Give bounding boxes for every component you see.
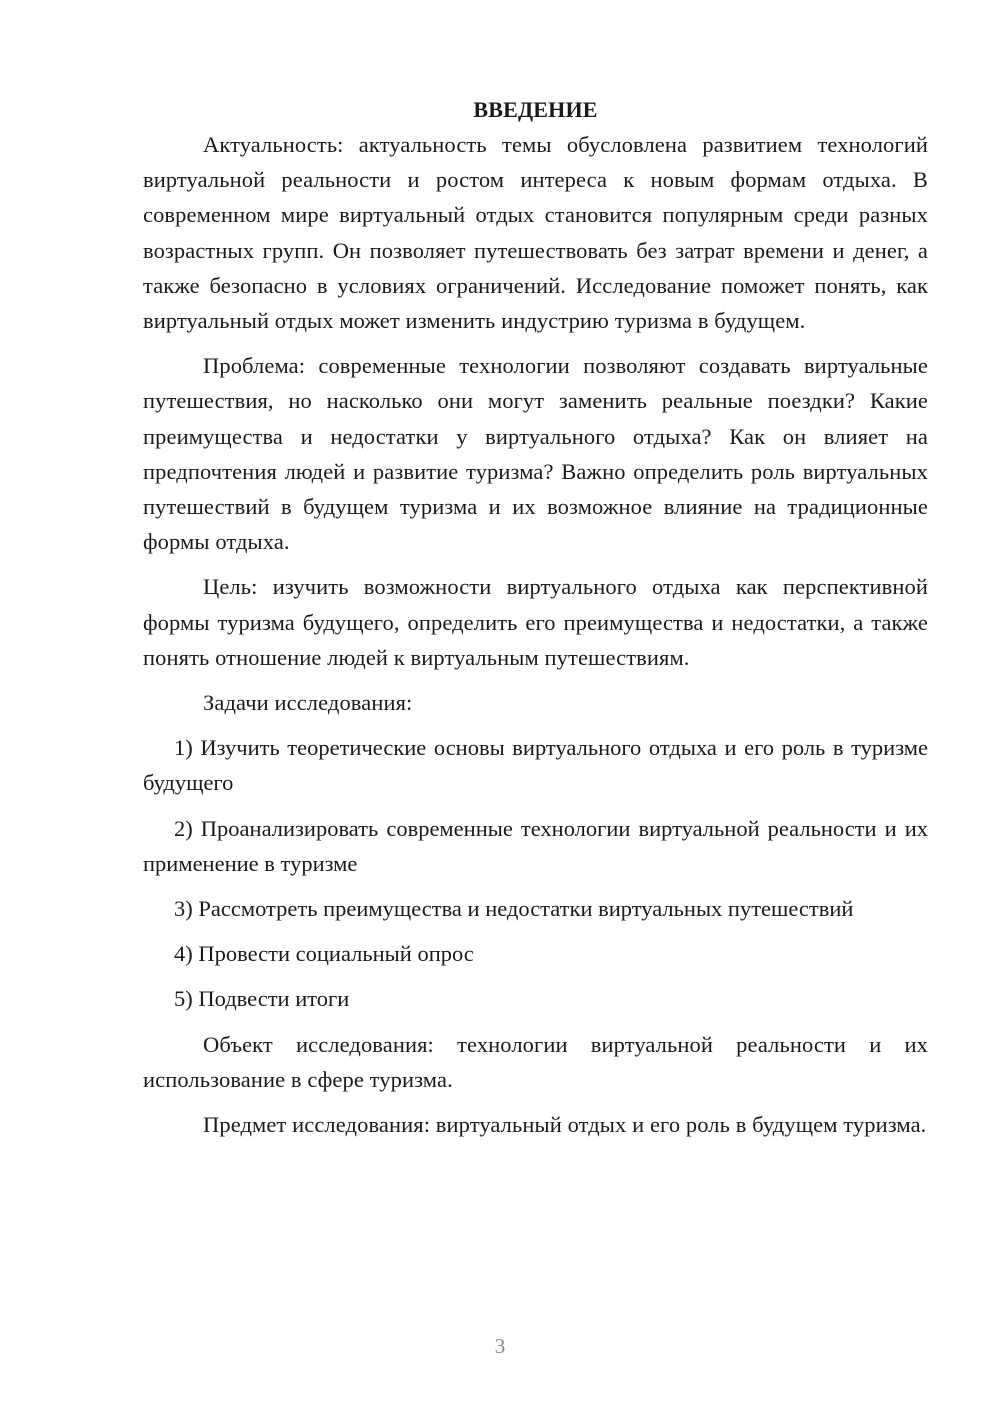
object-paragraph: Объект исследования: технологии виртуальной реальности и их использование в сфере туризма.: [143, 1031, 928, 1092]
subject-paragraph: Предмет исследования: виртуальный отдых и его роль в будущем туризма.: [203, 1112, 927, 1138]
list-item: 4) Провести социальный опрос: [174, 941, 474, 967]
list-item: 3) Рассмотреть преимущества и недостатки виртуальных путешествий: [174, 896, 854, 922]
page-title: ВВЕДЕНИЕ: [473, 97, 598, 122]
tasks-title: Задачи исследования:: [203, 690, 413, 716]
problem-paragraph: Проблема: современные технологии позволяют создавать виртуальные путешествия, но насколько они могут заменить реальные поездки? Какие преимущества и недостатки у виртуального отдыха? Как он влияет на предпочтения людей и развитие туризма? Важно определить роль виртуальных путешествий в будущем туризма и их возможное влияние на традиционные формы отдыха.: [143, 353, 928, 555]
document-page: [143, 92, 928, 1142]
page-number: 3: [494, 1334, 506, 1358]
list-item: 5) Подвести итоги: [174, 986, 350, 1012]
list-item: 2) Проанализировать современные технологии виртуальной реальности и их применение в туризме: [143, 815, 928, 876]
list-item: 1) Изучить теоретические основы виртуального отдыха и его роль в туризме будущего: [143, 735, 928, 796]
relevance-paragraph: Актуальность: актуальность темы обусловлена развитием технологий виртуальной реальности и ростом интереса к новым формам отдыха. В современном мире виртуальный отдых становится популярным среди разных возрастных групп. Он позволяет путешествовать без затрат времени и денег, а также безопасно в условиях ограничений. Исследование поможет понять, как виртуальный отдых может изменить индустрию туризма в будущем.: [143, 132, 928, 334]
goal-paragraph: Цель: изучить возможности виртуального отдыха как перспективной формы туризма будущего, определить его преимущества и недостатки, а также понять отношение людей к виртуальным путешествиям.: [143, 574, 928, 670]
tasks-list: [143, 730, 928, 1016]
